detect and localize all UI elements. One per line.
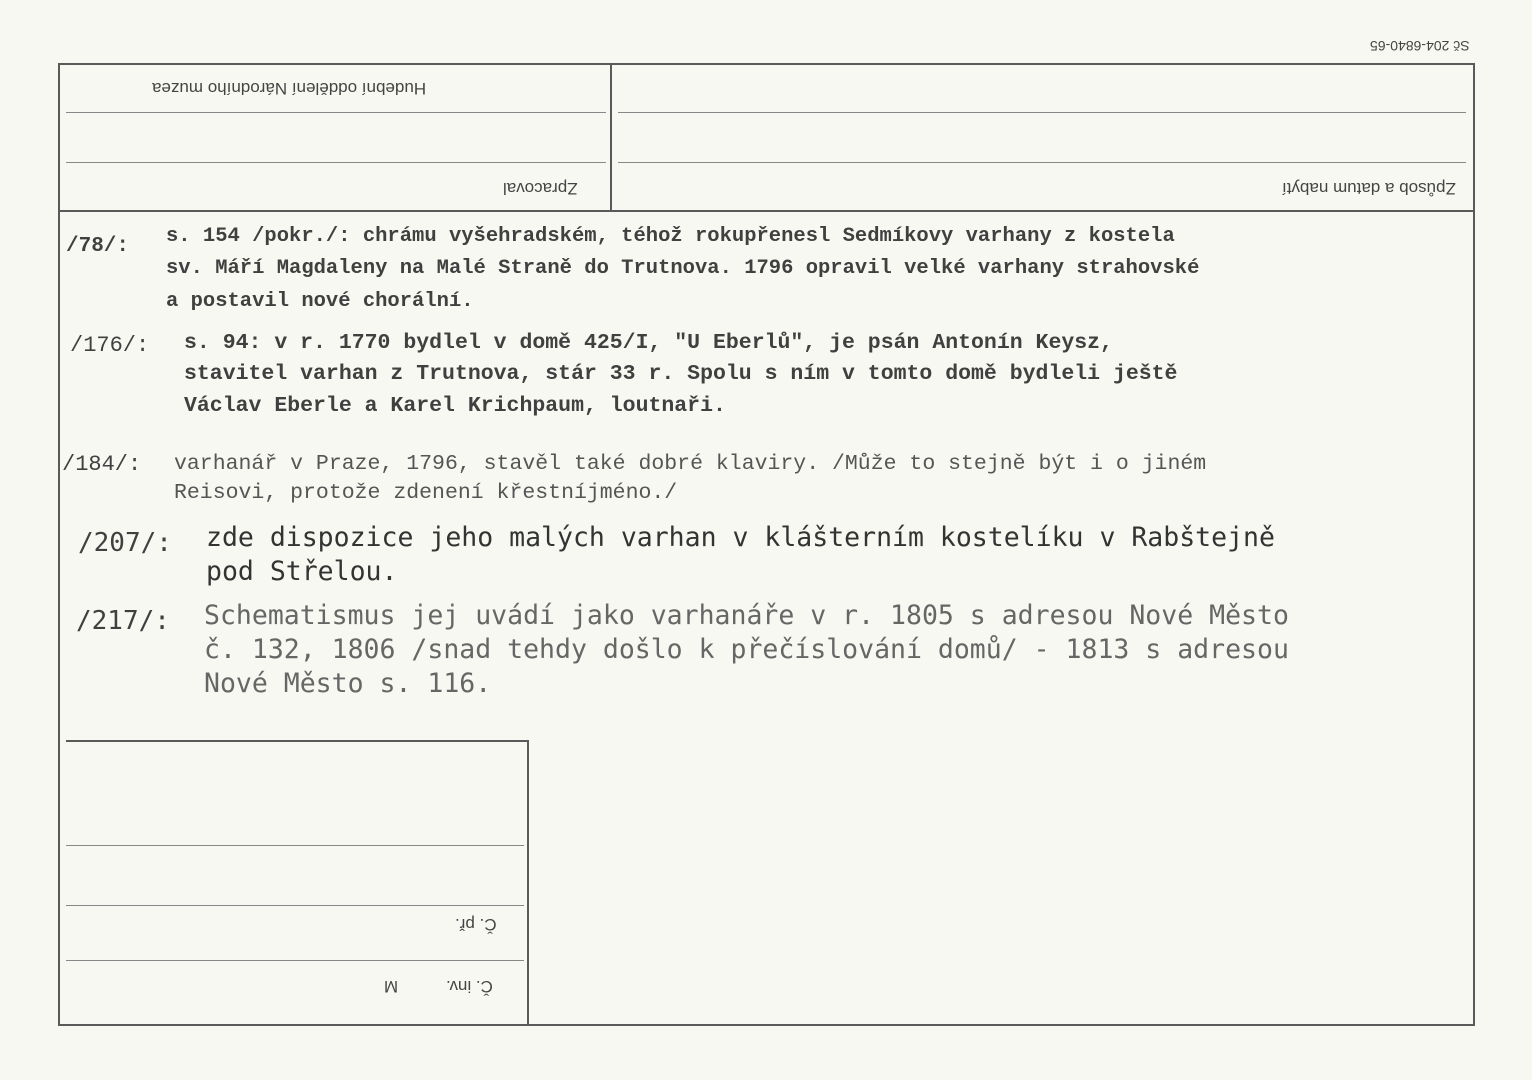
entry-ref: /217/: xyxy=(76,606,170,636)
entry-line: Václav Eberle a Karel Krichpaum, loutnaři. xyxy=(184,394,726,418)
entry-line: pod Střelou. xyxy=(206,556,398,587)
bottom-box-line-1 xyxy=(66,845,524,846)
inv-no-label: Č. inv. xyxy=(446,977,493,996)
entry-line: č. 132, 1806 /snad tehdy došlo k přečíslování domů/ - 1813 s adresou xyxy=(204,634,1289,665)
entry-ref: /78/: xyxy=(66,235,130,258)
entry-line: varhanář v Praze, 1796, stavěl také dobré klaviry. /Může to stejně být i o jiném xyxy=(174,452,1207,476)
entry-ref: /176/: xyxy=(70,333,150,358)
entry-line: a postavil nové chorální. xyxy=(166,290,474,313)
frame-right xyxy=(1473,63,1475,1026)
acquisition-label: Způsob a datum nabytí xyxy=(1282,179,1456,198)
bottom-box-right xyxy=(527,740,529,1026)
bottom-box-line-3 xyxy=(66,960,524,961)
bottom-box-top xyxy=(66,740,529,742)
entry-line: Schematismus jej uvádí jako varhanáře v r. 1805 s adresou Nové Město xyxy=(204,600,1289,631)
entry-ref: /184/: xyxy=(62,452,142,477)
entry-line: stavitel varhan z Trutnova, stár 33 r. Spolu s ním v tomto domě bydleli ještě xyxy=(184,362,1178,386)
entry-line: Nové Město s. 116. xyxy=(204,668,492,699)
frame-bottom xyxy=(58,1024,1475,1026)
header-line-4 xyxy=(618,162,1466,163)
entry-line: s. 94: v r. 1770 bydlel v domě 425/I, "U Eberlů", je psán Antonín Keysz, xyxy=(184,331,1113,355)
header-bottom-line xyxy=(58,210,1475,212)
entry-line: sv. Máří Magdaleny na Malé Straně do Trutnova. 1796 opravil velké varhany strahovské xyxy=(166,257,1200,280)
print-code: Sč 204-6840-65 xyxy=(1370,38,1470,54)
frame-left xyxy=(58,63,60,1026)
header-divider xyxy=(610,63,612,212)
header-line-1 xyxy=(66,112,606,113)
entry-line: s. 154 /pokr./: chrámu vyšehradském, téhož rokupřenesl Sedmíkovy varhany z kostela xyxy=(166,225,1175,248)
frame-top xyxy=(58,63,1475,65)
header-line-3 xyxy=(618,112,1466,113)
processed-label: Zpracoval xyxy=(503,179,578,198)
header-line-2 xyxy=(66,162,606,163)
bottom-box-line-2 xyxy=(66,905,524,906)
institution-label: Hudební oddělení Národního muzea xyxy=(152,79,427,98)
inv-prefix: M xyxy=(384,977,399,996)
acc-no-label: Č. př. xyxy=(455,915,497,934)
entry-ref: /207/: xyxy=(78,528,172,558)
entry-line: zde dispozice jeho malých varhan v klášterním kostelíku v Rabštejně xyxy=(206,522,1275,553)
entry-line: Reisovi, protože zdenení křestníjméno./ xyxy=(174,481,678,505)
